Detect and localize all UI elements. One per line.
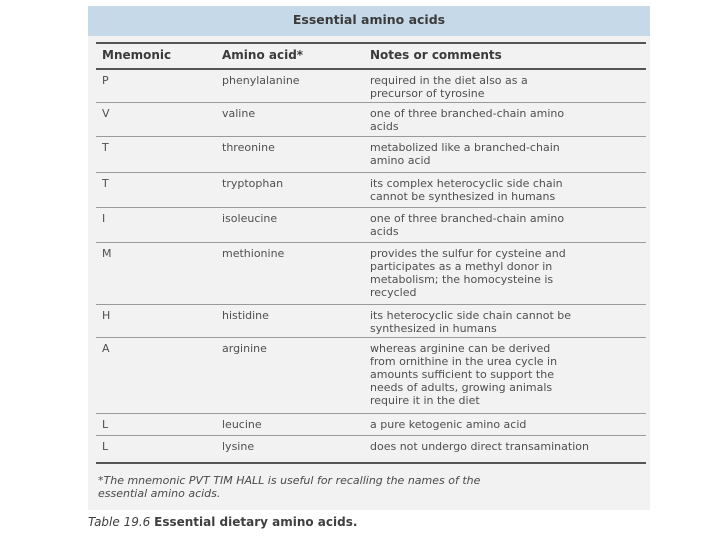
mnemonic-cell: T bbox=[102, 177, 109, 190]
row-divider bbox=[96, 136, 646, 137]
caption-label: Table 19.6 bbox=[88, 515, 151, 529]
amino-acid-cell: tryptophan bbox=[222, 177, 284, 190]
amino-acid-cell: arginine bbox=[222, 342, 267, 355]
amino-acid-cell: valine bbox=[222, 107, 256, 120]
notes-cell: its complex heterocyclic side chain cannot be synthesized in humans bbox=[370, 177, 563, 203]
notes-cell: provides the sulfur for cysteine and participates as a methyl donor in metabolism; the homocysteine is recycled bbox=[370, 247, 566, 299]
notes-cell: a pure ketogenic amino acid bbox=[370, 418, 527, 431]
row-divider bbox=[96, 242, 646, 243]
header-bottom-rule bbox=[96, 68, 646, 70]
row-divider bbox=[96, 462, 646, 464]
amino-acid-cell: leucine bbox=[222, 418, 262, 431]
notes-cell: one of three branched-chain amino acids bbox=[370, 212, 565, 238]
amino-acid-cell: histidine bbox=[222, 309, 269, 322]
mnemonic-cell: V bbox=[102, 107, 110, 120]
amino-acid-cell: threonine bbox=[222, 141, 275, 154]
notes-cell: required in the diet also as a precursor of tyrosine bbox=[370, 74, 528, 100]
header-top-rule bbox=[96, 42, 646, 44]
amino-acid-cell: phenylalanine bbox=[222, 74, 300, 87]
row-divider bbox=[96, 435, 646, 436]
row-divider bbox=[96, 102, 646, 103]
notes-cell: one of three branched-chain amino acids bbox=[370, 107, 565, 133]
column-header-notes: Notes or comments bbox=[370, 48, 502, 62]
notes-cell: whereas arginine can be derived from ornithine in the urea cycle in amounts sufficient to support the needs of adults, growing animals require it in the diet bbox=[370, 342, 558, 407]
row-divider bbox=[96, 207, 646, 208]
mnemonic-cell: H bbox=[102, 309, 111, 322]
row-divider bbox=[96, 304, 646, 305]
amino-acid-cell: methionine bbox=[222, 247, 285, 260]
mnemonic-cell: A bbox=[102, 342, 110, 355]
mnemonic-cell: L bbox=[102, 418, 109, 431]
mnemonic-cell: L bbox=[102, 440, 109, 453]
amino-acid-cell: lysine bbox=[222, 440, 255, 453]
mnemonic-cell: I bbox=[102, 212, 106, 225]
caption-text: Essential dietary amino acids. bbox=[154, 515, 358, 529]
table-title: Essential amino acids bbox=[88, 6, 650, 36]
row-divider bbox=[96, 337, 646, 338]
column-header-mnemonic: Mnemonic bbox=[102, 48, 172, 62]
notes-cell: does not undergo direct transamination bbox=[370, 440, 589, 453]
row-divider bbox=[96, 413, 646, 414]
mnemonic-cell: P bbox=[102, 74, 109, 87]
column-header-amino-acid: Amino acid* bbox=[222, 48, 304, 62]
amino-acid-cell: isoleucine bbox=[222, 212, 278, 225]
notes-cell: metabolized like a branched-chain amino acid bbox=[370, 141, 560, 167]
table-footnote: *The mnemonic PVT TIM HALL is useful for recalling the names of the essential amino acids. bbox=[98, 474, 481, 500]
mnemonic-cell: T bbox=[102, 141, 109, 154]
row-divider bbox=[96, 172, 646, 173]
table-caption bbox=[88, 515, 357, 529]
notes-cell: its heterocyclic side chain cannot be synthesized in humans bbox=[370, 309, 572, 335]
mnemonic-cell: M bbox=[102, 247, 112, 260]
